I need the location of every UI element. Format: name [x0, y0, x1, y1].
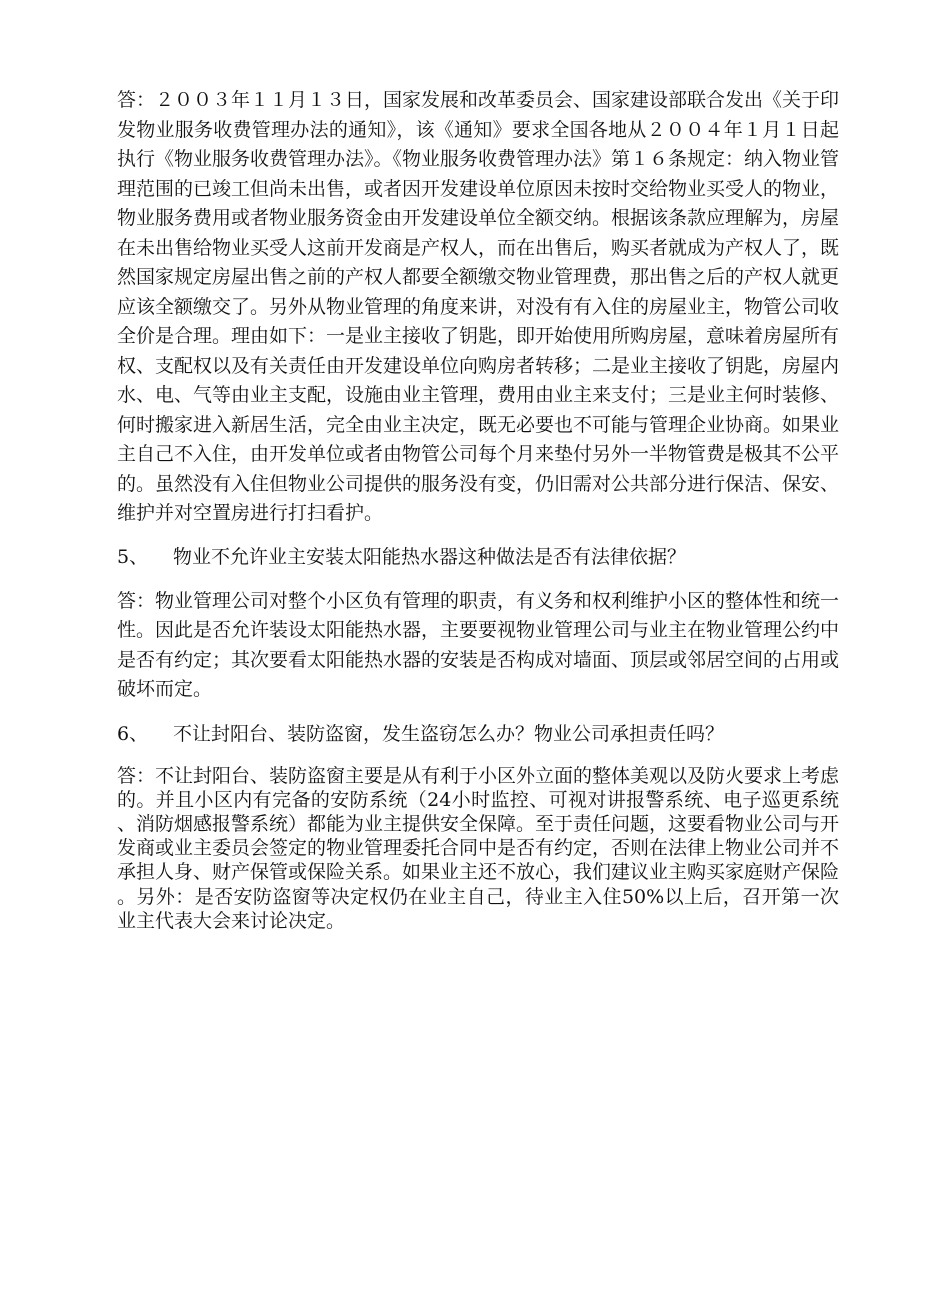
answer-4-paragraph: 答：２００３年１１月１３日，国家发展和改革委员会、国家建设部联合发出《关于印发物业服务收费管理办法的通知》，该《通知》要求全国各地从２００４年１月１日起执行《物业服务收费管理办法》。《物业服务收费管理办法》第１６条规定：纳入物业管理范围的已竣工但尚未出售，或者因开发建设单位原因未按时交给物业买受人的物业，物业服务费用或者物业服务资金由开发建设单位全额交纳。根据该条款应理解为，房屋在未出售给物业买受人这前开发商是产权人，而在出售后，购买者就成为产权人了，既然国家规定房屋出售之前的产权人都要全额缴交物业管理费，那出售之后的产权人就更应该全额缴交了。另外从物业管理的角度来讲，对没有有入住的房屋业主，物管公司收全价是合理。理由如下：一是业主接收了钥匙，即开始使用所购房屋，意味着房屋所有权、支配权以及有关责任由开发建设单位向购房者转移；二是业主接收了钥匙，房屋内水、电、气等由业主支配，设施由业主管理，费用由业主来支付；三是业主何时装修、何时搬家进入新居生活，完全由业主决定，既无必要也不可能与管理企业协商。如果业主自己不入住，由开发单位或者由物管公司每个月来垫付另外一半物管费是极其不公平的。虽然没有入住但物业公司提供的服务没有变，仍旧需对公共部分进行保洁、保安、维护并对空置房进行打扫看护。: [117, 89, 840, 524]
question-6-heading: [117, 722, 839, 746]
answer-6-paragraph: 答：不让封阳台、装防盗窗主要是从有利于小区外立面的整体美观以及防火要求上考虑的。并且小区内有完备的安防系统（24小时监控、可视对讲报警系统、电子巡更系统、消防烟感报警系统）都能为业主提供安全保障。至于责任问题，这要看物业公司与开发商或业主委员会签定的物业管理委托合同中是否有约定，否则在法律上物业公司并不承担人身、财产保管或保险关系。如果业主还不放心，我们建议业主购买家庭财产保险。另外：是否安防盗窗等决定权仍在业主自己，待业主入住50%以上后，召开第一次业主代表大会来讨论决定。: [117, 764, 840, 932]
document-page: [117, 86, 839, 933]
question-6-number: 6、: [117, 722, 149, 745]
question-5-number: 5、: [117, 545, 149, 568]
answer-5-paragraph: 答：物业管理公司对整个小区负有管理的职责，有义务和权利维护小区的整体性和统一性。因此是否允许装设太阳能热水器，主要要视物业管理公司与业主在物业管理公约中是否有约定；其次要看太阳能热水器的安装是否构成对墙面、顶层或邻居空间的占用或破坏而定。: [117, 589, 840, 700]
question-5-text: 物业不允许业主安装太阳能热水器这种做法是否有法律依据？: [173, 545, 687, 568]
question-6-text: 不让封阳台、装防盗窗，发生盗窃怎么办？物业公司承担责任吗？: [173, 722, 725, 745]
question-5-heading: [117, 545, 839, 569]
